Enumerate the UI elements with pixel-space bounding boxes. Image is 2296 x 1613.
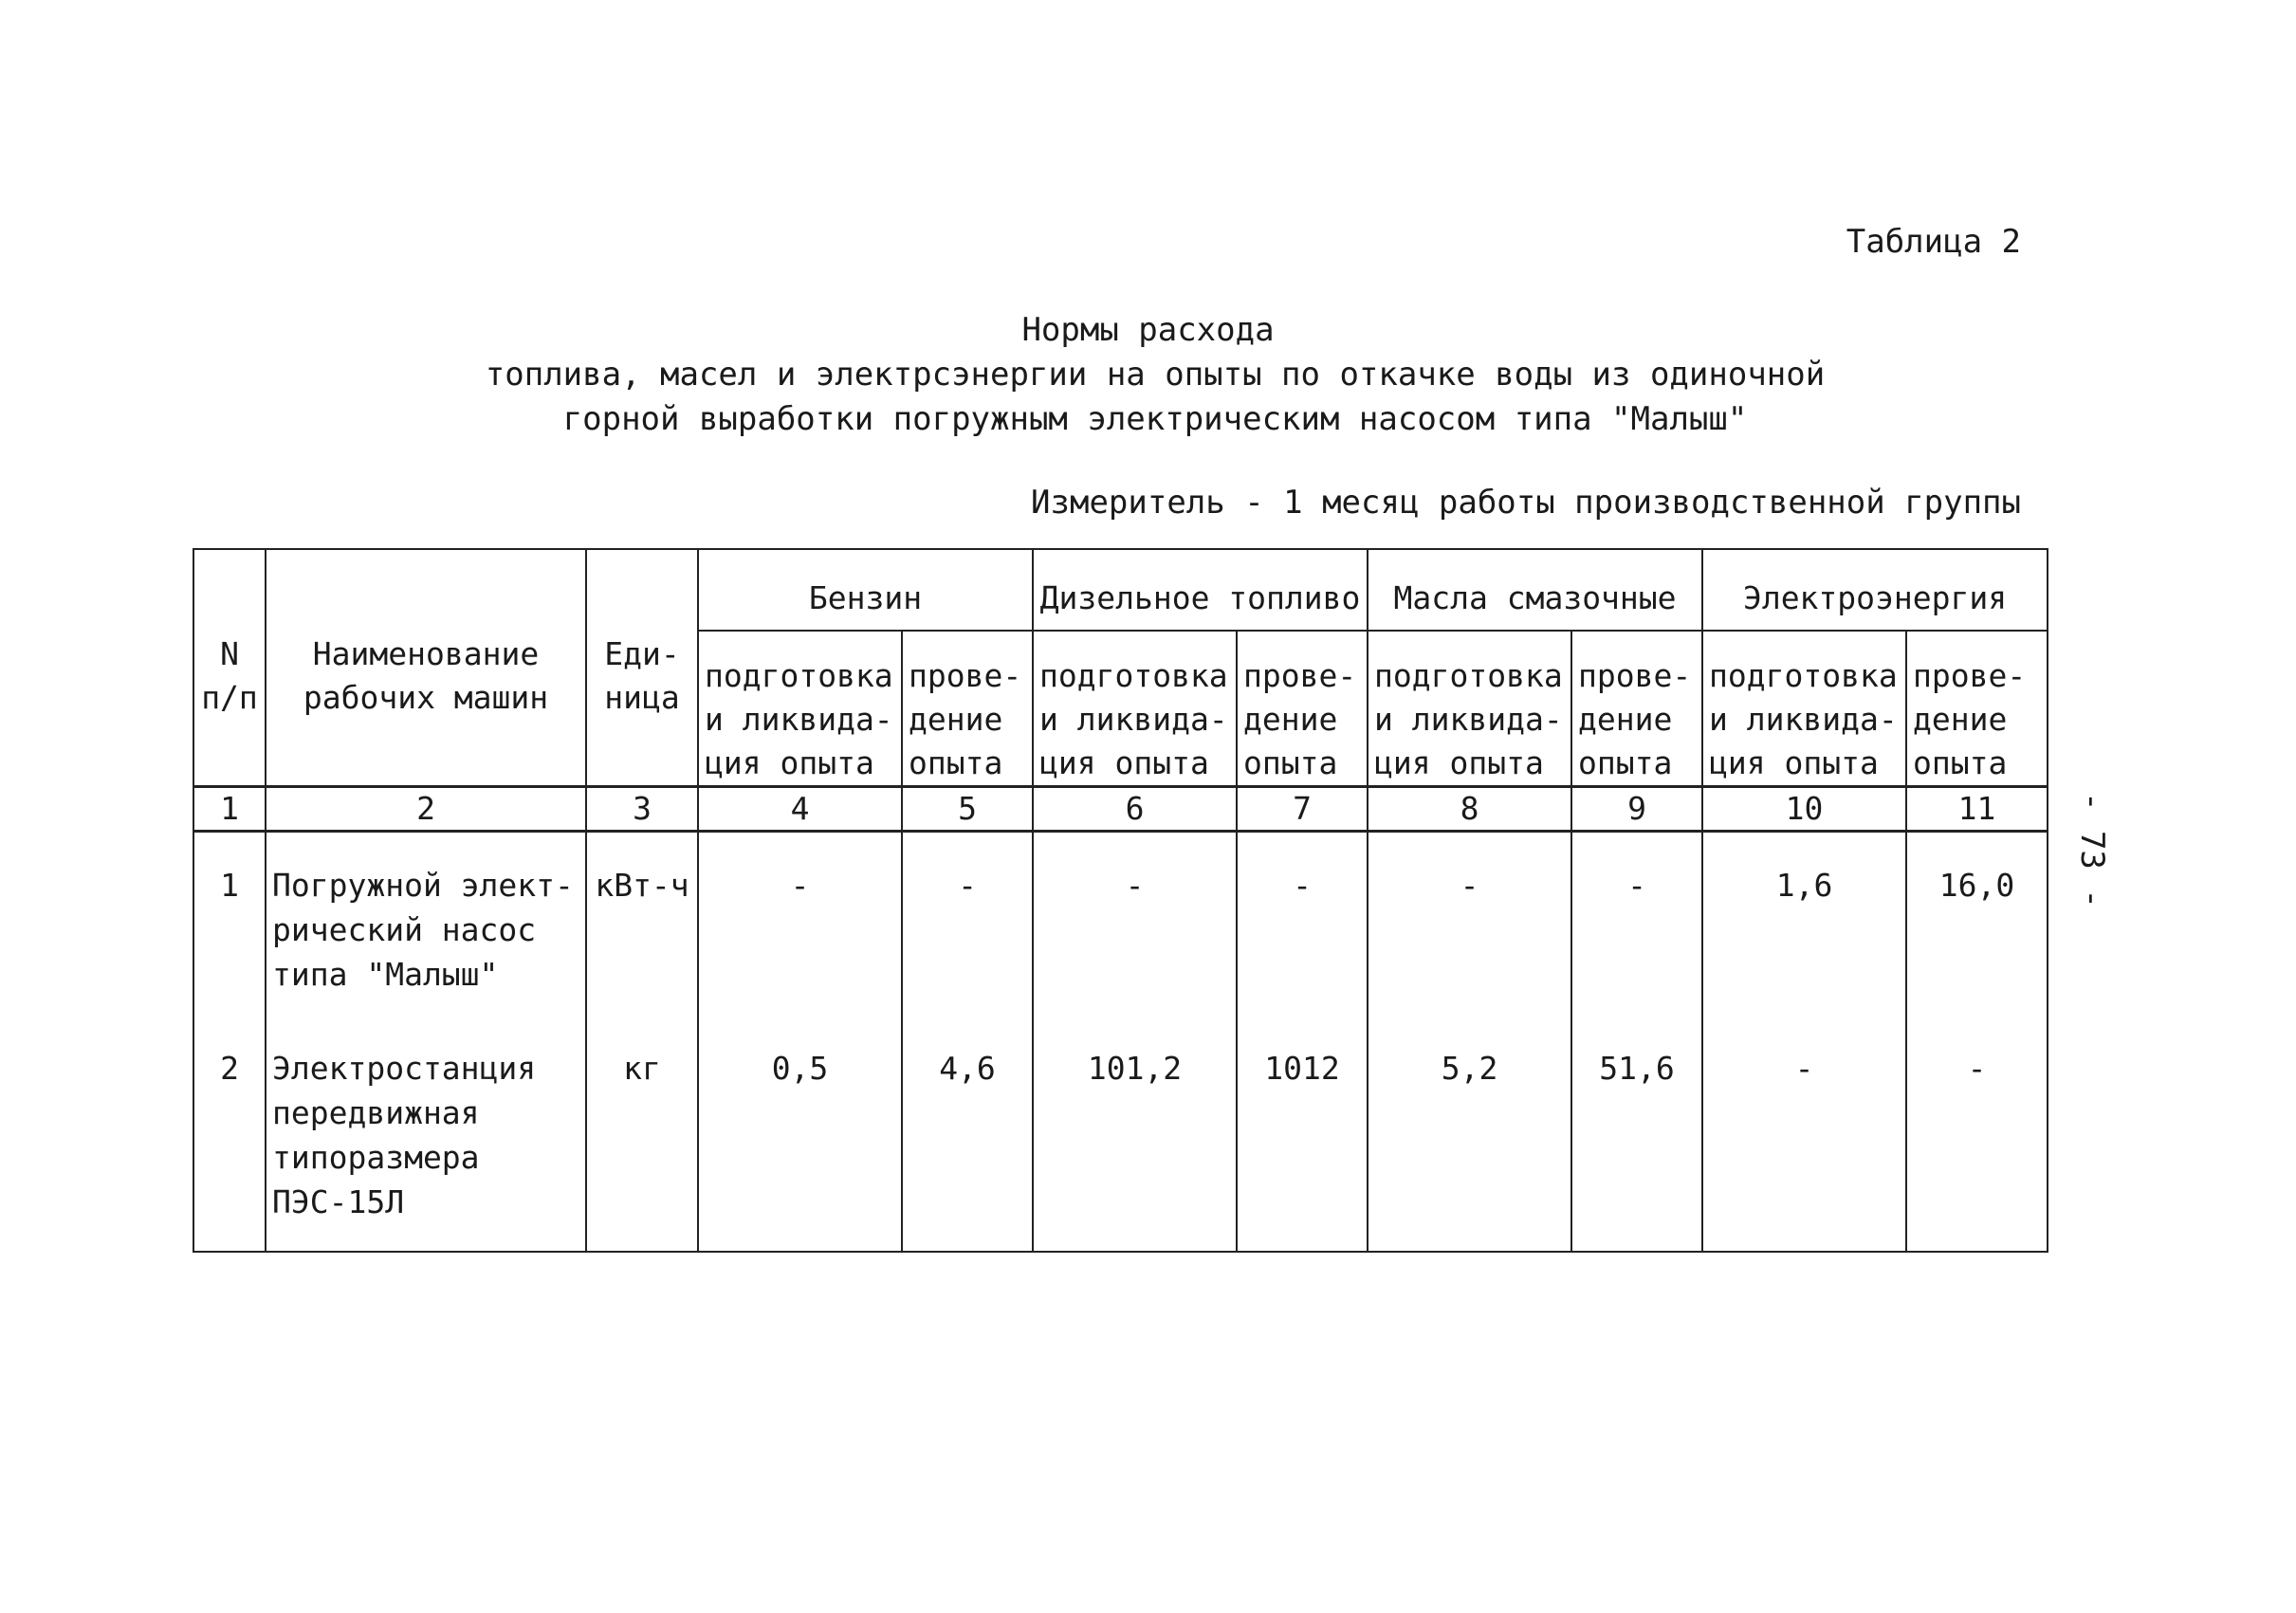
header-sub-run: прове- дение опыта — [1237, 631, 1368, 787]
row-value: 101,2 — [1033, 1016, 1237, 1252]
table-number: Таблица 2 — [1846, 223, 2021, 261]
row-value: - — [1702, 1016, 1906, 1252]
row-name: Погружной элект- рический насос типа "Малыш" — [266, 832, 586, 1017]
row-value: - — [902, 832, 1033, 1017]
measure-unit-note: Измеритель - 1 месяц работы производственной группы — [1031, 484, 2021, 522]
column-number: 11 — [1906, 787, 2048, 832]
row-value: 51,6 — [1571, 1016, 1702, 1252]
header-group-petrol: Бензин — [698, 549, 1033, 631]
row-value: 16,0 — [1906, 832, 2048, 1017]
header-name: Наименование рабочих машин — [266, 549, 586, 787]
norms-table — [193, 548, 2048, 1253]
row-value: - — [1368, 832, 1571, 1017]
row-value: - — [1571, 832, 1702, 1017]
row-name: Электростанция передвижная типоразмера ПЭС-15Л — [266, 1016, 586, 1252]
row-unit: кг — [586, 1016, 698, 1252]
title-line-2: топлива, масел и электрсэнергии на опыты по откачке воды из одиночной — [485, 356, 1826, 394]
column-number: 4 — [698, 787, 902, 832]
row-value: 1012 — [1237, 1016, 1368, 1252]
row-value: 4,6 — [902, 1016, 1033, 1252]
header-sub-run: прове- дение опыта — [1906, 631, 2048, 787]
row-value: - — [1906, 1016, 2048, 1252]
header-sub-prep: подготовка и ликвида- ция опыта — [1368, 631, 1571, 787]
page-number: - 73 - — [2073, 792, 2111, 908]
header-sub-prep: подготовка и ликвида- ция опыта — [1702, 631, 1906, 787]
row-value: - — [698, 832, 902, 1017]
row-value: 5,2 — [1368, 1016, 1571, 1252]
title-line-1: Нормы расхода — [1021, 311, 1275, 349]
header-group-electricity: Электроэнергия — [1702, 549, 2048, 631]
header-unit: Еди- ница — [586, 549, 698, 787]
row-value: 0,5 — [698, 1016, 902, 1252]
header-sub-run: прове- дение опыта — [1571, 631, 1702, 787]
table-row — [193, 1016, 2048, 1252]
column-number: 7 — [1237, 787, 1368, 832]
column-number: 8 — [1368, 787, 1571, 832]
row-value: - — [1033, 832, 1237, 1017]
column-number: 2 — [266, 787, 586, 832]
header-group-diesel: Дизельное топливо — [1033, 549, 1368, 631]
row-num: 1 — [193, 832, 266, 1017]
document-title — [0, 308, 2296, 442]
header-sub-run: прове- дение опыта — [902, 631, 1033, 787]
column-number: 9 — [1571, 787, 1702, 832]
title-line-3: горной выработки погружным электрическим насосом типа "Малыш" — [562, 400, 1748, 438]
header-sub-prep: подготовка и ликвида- ция опыта — [1033, 631, 1237, 787]
header-group-oil: Масла смазочные — [1368, 549, 1702, 631]
header-sub-prep: подготовка и ликвида- ция опыта — [698, 631, 902, 787]
row-num: 2 — [193, 1016, 266, 1252]
table-row — [193, 832, 2048, 1017]
row-unit: кВт-ч — [586, 832, 698, 1017]
column-number: 6 — [1033, 787, 1237, 832]
column-number: 10 — [1702, 787, 1906, 832]
row-value: 1,6 — [1702, 832, 1906, 1017]
column-number: 1 — [193, 787, 266, 832]
column-number: 5 — [902, 787, 1033, 832]
row-value: - — [1237, 832, 1368, 1017]
column-number: 3 — [586, 787, 698, 832]
header-num: N п/п — [193, 549, 266, 787]
column-number-row — [193, 787, 2048, 832]
